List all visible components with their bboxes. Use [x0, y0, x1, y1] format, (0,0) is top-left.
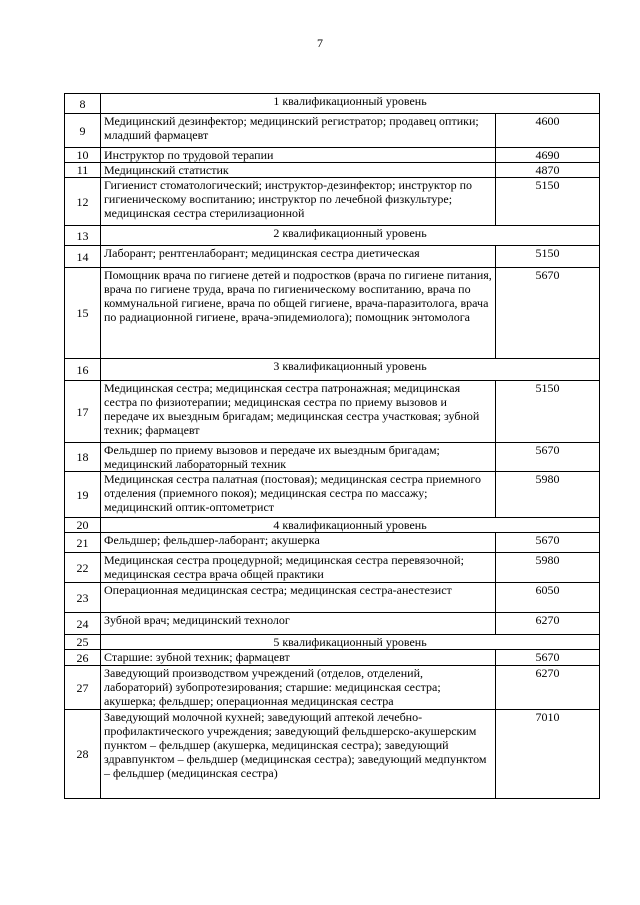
row-number: 12	[65, 178, 101, 226]
row-number: 11	[65, 163, 101, 178]
table-row	[65, 613, 600, 635]
salary-value: 6270	[496, 613, 600, 635]
table-row	[65, 710, 600, 799]
level-row	[65, 635, 600, 650]
position-names: Гигиенист стоматологический; инструктор-дезинфектор; инструктор по гигиеническому воспитанию; инструктор по лечебной физкультуре; медицинская сестра стерилизационной	[101, 178, 496, 226]
row-number: 19	[65, 472, 101, 518]
row-number: 25	[65, 635, 101, 650]
salary-value: 4870	[496, 163, 600, 178]
table-row	[65, 666, 600, 710]
position-names: Заведующий молочной кухней; заведующий аптекой лечебно-профилактического учреждения; заведующий фельдшерско-акушерским пунктом – фельдшер (акушерка, медицинская сестра); заведующий здравпунктом – фельдшер (медицинская сестра); заведующий медпунктом – фельдшер (медицинская сестра)	[101, 710, 496, 799]
row-number: 13	[65, 226, 101, 246]
table-row	[65, 163, 600, 178]
table-row	[65, 114, 600, 148]
row-number: 26	[65, 650, 101, 666]
row-number: 27	[65, 666, 101, 710]
position-names: Лаборант; рентгенлаборант; медицинская сестра диетическая	[101, 246, 496, 268]
salary-value: 5980	[496, 472, 600, 518]
row-number: 21	[65, 533, 101, 553]
table-row	[65, 178, 600, 226]
row-number: 14	[65, 246, 101, 268]
position-names: Медицинская сестра; медицинская сестра патронажная; медицинская сестра по физиотерапии; медицинская сестра по приему вызовов и передаче их выездным бригадам; медицинская сестра участковая; зубной техник; фармацевт	[101, 381, 496, 443]
salary-value: 5980	[496, 553, 600, 583]
level-row	[65, 94, 600, 114]
row-number: 10	[65, 148, 101, 163]
row-number: 24	[65, 613, 101, 635]
qualification-level-heading: 1 квалификационный уровень	[101, 94, 600, 114]
qualification-level-heading: 2 квалификационный уровень	[101, 226, 600, 246]
salary-value: 6270	[496, 666, 600, 710]
row-number: 17	[65, 381, 101, 443]
page-number: 7	[317, 36, 323, 50]
position-names: Зубной врач; медицинский технолог	[101, 613, 496, 635]
position-names: Медицинский дезинфектор; медицинский регистратор; продавец оптики; младший фармацевт	[101, 114, 496, 148]
position-names: Операционная медицинская сестра; медицинская сестра-анестезист	[101, 583, 496, 613]
table-row	[65, 583, 600, 613]
row-number: 8	[65, 94, 101, 114]
level-row	[65, 359, 600, 381]
table-row	[65, 381, 600, 443]
salary-value: 4600	[496, 114, 600, 148]
table-row	[65, 246, 600, 268]
row-number: 20	[65, 518, 101, 533]
salary-value: 5150	[496, 246, 600, 268]
table-row	[65, 443, 600, 472]
salary-value: 5150	[496, 178, 600, 226]
salary-value: 5670	[496, 650, 600, 666]
table-row	[65, 268, 600, 359]
position-names: Инструктор по трудовой терапии	[101, 148, 496, 163]
qualification-level-heading: 3 квалификационный уровень	[101, 359, 600, 381]
level-row	[65, 226, 600, 246]
table-row	[65, 148, 600, 163]
level-row	[65, 518, 600, 533]
salary-value: 7010	[496, 710, 600, 799]
table-row	[65, 553, 600, 583]
row-number: 23	[65, 583, 101, 613]
position-names: Старшие: зубной техник; фармацевт	[101, 650, 496, 666]
qualification-level-heading: 5 квалификационный уровень	[101, 635, 600, 650]
salary-value: 5670	[496, 268, 600, 359]
position-names: Медицинская сестра процедурной; медицинская сестра перевязочной; медицинская сестра врача общей практики	[101, 553, 496, 583]
salary-value: 6050	[496, 583, 600, 613]
table-row	[65, 533, 600, 553]
row-number: 15	[65, 268, 101, 359]
row-number: 28	[65, 710, 101, 799]
row-number: 18	[65, 443, 101, 472]
row-number: 9	[65, 114, 101, 148]
position-names: Медицинская сестра палатная (постовая); медицинская сестра приемного отделения (приемного покоя); медицинская сестра по массажу; медицинский оптик-оптометрист	[101, 472, 496, 518]
table-row	[65, 472, 600, 518]
position-names: Медицинский статистик	[101, 163, 496, 178]
salary-table	[64, 93, 600, 799]
position-names: Фельдшер; фельдшер-лаборант; акушерка	[101, 533, 496, 553]
table-row	[65, 650, 600, 666]
position-names: Заведующий производством учреждений (отделов, отделений, лабораторий) зубопротезирования; старшие: медицинская сестра; акушерка; фельдшер; операционная медицинская сестра	[101, 666, 496, 710]
salary-value: 5670	[496, 533, 600, 553]
row-number: 22	[65, 553, 101, 583]
position-names: Помощник врача по гигиене детей и подростков (врача по гигиене питания, врача по гигиене труда, врача по гигиеническому воспитанию, врача по коммунальной гигиене, врача по общей гигиене, врача-паразитолога, врача по радиационной гигиене, врача-эпидемиолога); помощник энтомолога	[101, 268, 496, 359]
qualification-level-heading: 4 квалификационный уровень	[101, 518, 600, 533]
salary-value: 4690	[496, 148, 600, 163]
salary-value: 5670	[496, 443, 600, 472]
salary-value: 5150	[496, 381, 600, 443]
row-number: 16	[65, 359, 101, 381]
position-names: Фельдшер по приему вызовов и передаче их выездным бригадам; медицинский лабораторный техник	[101, 443, 496, 472]
